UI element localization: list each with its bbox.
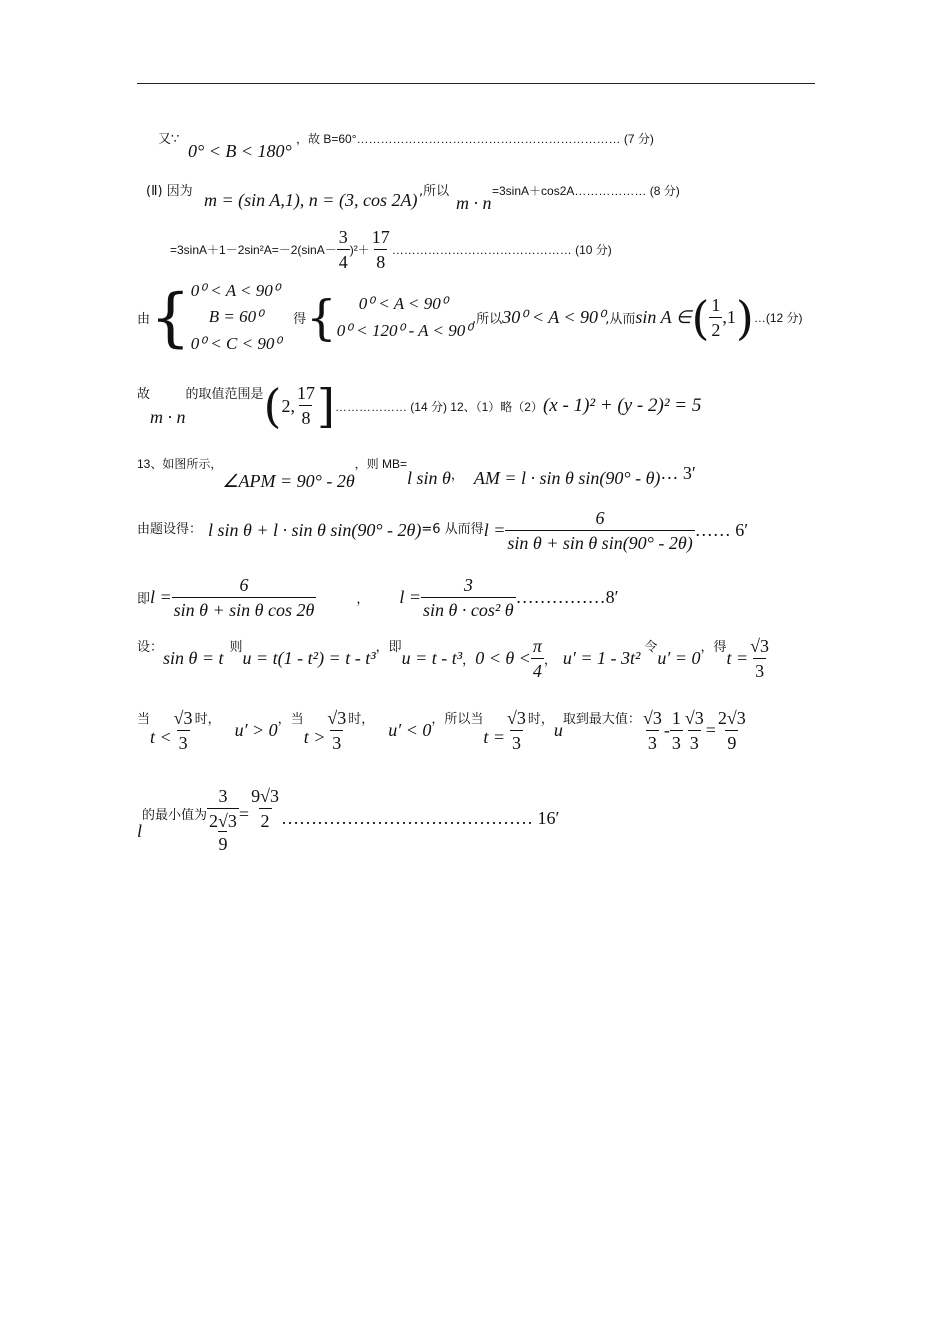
line-6 bbox=[137, 455, 696, 492]
line10-fraction-1: $\frac{√3}{3}$ bbox=[173, 708, 193, 753]
line7-tail: …… 6′ bbox=[694, 520, 749, 541]
line4-interval-end: ,1 bbox=[722, 307, 736, 328]
line10-minus: - bbox=[663, 720, 670, 741]
line9-deriv: u′ = 1 - 3t² bbox=[562, 648, 641, 669]
line10-fraction-a: $\frac{√3}{3}$ bbox=[642, 708, 662, 753]
line10-eq: t = bbox=[483, 727, 506, 748]
right-bracket-icon: ] bbox=[316, 379, 335, 433]
line4-text-c: …(12 分) bbox=[753, 311, 803, 326]
line9-range: 0 < θ < bbox=[475, 648, 531, 669]
line7-lhs: l = bbox=[483, 520, 506, 541]
line10-lt: t < bbox=[150, 727, 172, 748]
line7-prefix: 由题设得： bbox=[137, 522, 203, 537]
line9-prefix: 设： bbox=[137, 640, 164, 655]
left-brace-icon: { bbox=[150, 280, 191, 355]
line10-gt: t > bbox=[303, 727, 326, 748]
line9-text-a: 则 bbox=[229, 640, 243, 655]
line10-fraction-3: $\frac{√3}{3}$ bbox=[507, 708, 526, 753]
line-11 bbox=[137, 786, 559, 855]
line2-mid: ,所以 bbox=[419, 184, 450, 199]
line-3 bbox=[170, 227, 612, 272]
line8-fraction-2: $\frac{3}{\text{sin θ · cos² θ}}$ bbox=[423, 575, 514, 620]
line-9 bbox=[137, 636, 771, 681]
line10-pos: u′ > 0 bbox=[234, 720, 278, 741]
line1-inequality: 0° < B < 180° bbox=[188, 141, 292, 161]
line11-l: l bbox=[137, 821, 143, 842]
line11-text-a: 的最小值为 bbox=[142, 808, 208, 823]
line10-text-c: 时， bbox=[348, 712, 375, 727]
line11-equals: = bbox=[238, 804, 250, 824]
line5-prefix: 故 bbox=[137, 387, 151, 402]
line2-dot: m · n bbox=[456, 193, 492, 213]
line-8 bbox=[137, 575, 619, 620]
line5-fraction-17-8: $\frac{17}{8}$ bbox=[296, 383, 315, 428]
line8-lhs: l = bbox=[150, 587, 172, 608]
line2-vectors: m = (sin A,1), n = (3, cos 2A) bbox=[204, 190, 418, 210]
line5-text-b: ……………… (14 分) 12、（1）略（2） bbox=[334, 399, 543, 414]
line10-text-a: 时， bbox=[194, 712, 221, 727]
line4-system-1: { 0⁰ < A < 90⁰ B = 60⁰ 0⁰ < C < 90⁰ bbox=[150, 280, 282, 355]
line4-system-2: { 0⁰ < A < 90⁰ 0⁰ < 120⁰ - A < 90⁰ bbox=[306, 289, 473, 346]
line10-fraction-c: $\frac{√3}{3}$ bbox=[684, 708, 704, 753]
line-7 bbox=[137, 508, 748, 553]
line10-text-d: ，所以当 bbox=[431, 712, 484, 727]
line10-neg: u′ < 0 bbox=[388, 720, 432, 741]
line6-am: AM = l · sin θ sin(90° - θ) bbox=[473, 468, 661, 488]
line3-text-a: =3sinA＋1－2sin²A=－2(sinA－ bbox=[170, 243, 337, 258]
line10-equals: = bbox=[705, 720, 716, 741]
line6-tail: … 3′ bbox=[660, 463, 696, 483]
line6-prefix: 13、如图所示， bbox=[137, 457, 223, 471]
line4-mid: 得 bbox=[293, 312, 307, 328]
line10-prefix: 当 bbox=[137, 712, 151, 727]
line9-fraction-sqrt3-3: $\frac{√3}{3}$ bbox=[750, 636, 770, 681]
line6-text-b: ， bbox=[450, 468, 464, 483]
line9-text-e: 令 bbox=[644, 640, 658, 655]
left-brace-icon: { bbox=[306, 289, 337, 346]
line10-text-f: 取到最大值： bbox=[562, 712, 641, 727]
line9-def: sin θ = t bbox=[163, 648, 224, 669]
line9-u: u = t(1 - t²) = t - t³ bbox=[242, 648, 376, 669]
line9-text-f: ，得 bbox=[700, 640, 727, 655]
line8-sep: ， bbox=[356, 592, 370, 608]
line4-text-a: ,所以 bbox=[472, 312, 503, 328]
line5-circle: (x - 1)² + (y - 2)² = 5 bbox=[542, 395, 702, 416]
line7-text-a: =6 从而得 bbox=[421, 522, 484, 537]
line10-fraction-2: $\frac{√3}{3}$ bbox=[327, 708, 347, 753]
line11-complex-fraction: 3 2√3 9 bbox=[209, 786, 237, 855]
line1-text: ，故 B=60°………………………………………………………… (7 分) bbox=[296, 132, 654, 146]
line4-text-b: ,从而 bbox=[605, 312, 636, 328]
line-5 bbox=[137, 379, 702, 433]
line10-text-b: ，当 bbox=[277, 712, 304, 727]
line7-fraction: $\frac{6}{\text{sin θ + sin θ sin(90° - 2θ)}}$ bbox=[507, 508, 693, 553]
line4-sin-a: sin A ∈ bbox=[635, 307, 692, 328]
line3-text-b: )²＋ bbox=[349, 243, 370, 258]
line9-text-c: ， bbox=[462, 653, 476, 669]
line3-fraction-3-4: $\frac{3}{4}$ bbox=[338, 227, 348, 272]
line-4 bbox=[137, 278, 803, 357]
line9-fraction-pi-4: $\frac{\pi}{4}$ bbox=[532, 636, 542, 681]
header-rule bbox=[137, 83, 815, 84]
line9-zero: u′ = 0 bbox=[657, 648, 701, 669]
line4-fraction-1-2: $\frac{1}{2}$ bbox=[711, 294, 721, 340]
line11-fraction-result: $\frac{9√3}{2}$ bbox=[251, 786, 279, 831]
line3-fraction-17-8: $\frac{17}{8}$ bbox=[371, 227, 390, 272]
line7-expr: l sin θ + l · sin θ sin(90° - 2θ) bbox=[208, 520, 422, 541]
right-paren-icon: ) bbox=[735, 290, 754, 345]
line6-angle: ∠APM = 90° - 2θ bbox=[222, 471, 355, 491]
line9-text-b: ，即 bbox=[375, 640, 402, 655]
line9-text-d: ， bbox=[543, 653, 557, 669]
line4-prefix: 由 bbox=[137, 312, 151, 328]
line11-tail: …………………………………… 16′ bbox=[280, 808, 560, 828]
line-10 bbox=[137, 708, 748, 753]
line9-u2: u = t - t³ bbox=[401, 648, 463, 669]
line10-fraction-result: $\frac{2√3}{9}$ bbox=[717, 708, 746, 753]
left-paren-icon: ( bbox=[691, 290, 710, 345]
left-paren-icon: ( bbox=[263, 379, 282, 433]
line8-fraction-1: $\frac{6}{\text{sin θ + sin θ cos 2θ}}$ bbox=[173, 575, 315, 620]
line5-dot: m · n bbox=[150, 406, 186, 427]
line6-text-a: ，则 MB= bbox=[354, 457, 408, 471]
line4-range: 30⁰ < A < 90⁰ bbox=[502, 307, 606, 328]
line8-tail: ……………8′ bbox=[515, 587, 619, 608]
line2-text: =3sinA＋cos2A……………… (8 分) bbox=[492, 184, 680, 198]
line8-lhs2: l = bbox=[399, 587, 422, 608]
line10-u: u bbox=[553, 720, 563, 741]
line10-text-e: 时， bbox=[527, 712, 554, 727]
line2-prefix: (Ⅱ) 因为 bbox=[146, 184, 193, 199]
line6-mb: l sin θ bbox=[407, 468, 451, 488]
line5-left: 2, bbox=[281, 395, 295, 416]
line5-text-a: 的取值范围是 bbox=[185, 387, 264, 402]
line3-text-c: ……………………………………… (10 分) bbox=[391, 243, 612, 258]
line10-fraction-b: $\frac{1}{3}$ bbox=[671, 708, 681, 753]
line9-t: t = bbox=[726, 648, 749, 669]
line8-prefix: 即 bbox=[137, 592, 151, 608]
line1-prefix: 又∵ bbox=[158, 132, 180, 147]
line-1 bbox=[158, 128, 179, 148]
